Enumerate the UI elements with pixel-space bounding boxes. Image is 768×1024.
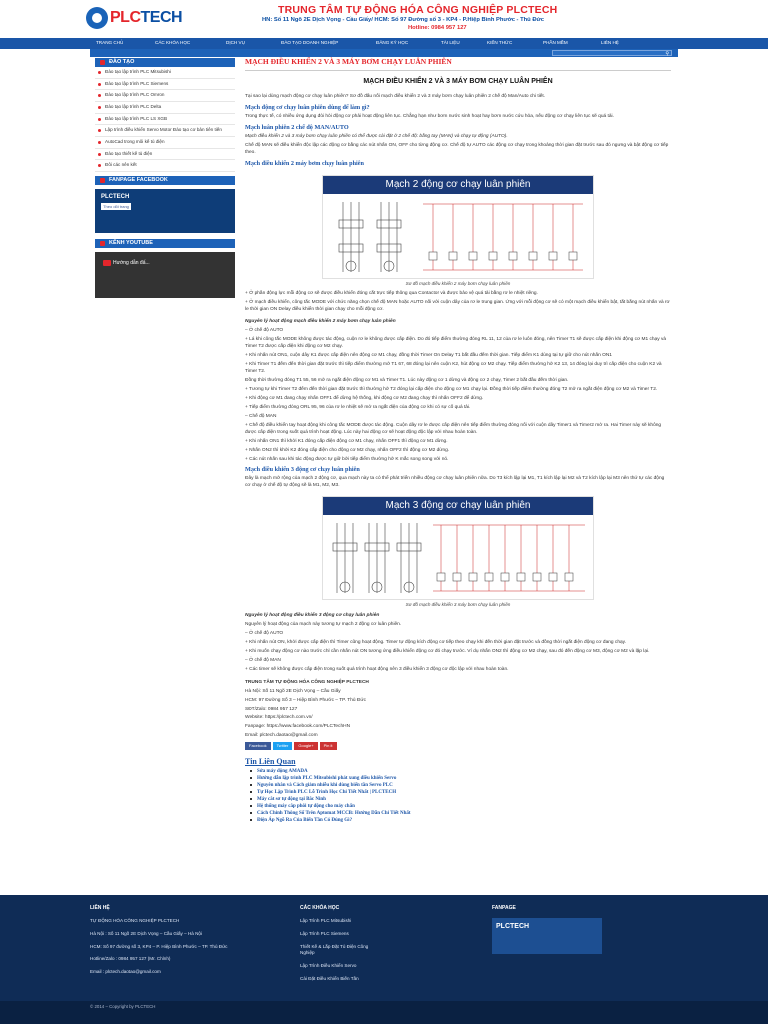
related-link[interactable]: Điện Áp Ngõ Ra Của Biến Tần Có Đúng Gì?	[245, 817, 671, 824]
schematic-icon	[323, 194, 593, 278]
footer-heading: CÁC KHÓA HỌC	[300, 905, 340, 911]
sidebar-item[interactable]: Đào tạo lập trình PLC Omron	[95, 90, 235, 102]
related-link[interactable]: Hướng dẫn lập trình PLC Mitsubishi phát xung điều khiển Servo	[245, 775, 671, 782]
paragraph: + Nhấn ON2 thì khởi K2 đóng cấp điện cho động cơ M2 chạy, nhấn OFF2 thì động cơ M2 dừng.	[245, 447, 450, 453]
fanpage-title: FANPAGE FACEBOOK	[95, 176, 235, 185]
paragraph: + Khi nhấn nút ON, khởi được cấp điện thì Timer cũng hoạt động. Timer tự động kích động cơ tiếp theo chạy khi đến thời gian đặt trước và đồng thời ngắt điện động cơ đang chạy.	[245, 639, 627, 645]
fanpage-brand: PLCTECH	[101, 193, 130, 200]
footer-line: HCM: Số 97 đường số 3, KP4 – P. Hiệp Bình Phước – TP. Thủ Đức	[90, 943, 228, 949]
logo-text: PLCTECH	[110, 9, 183, 26]
gear-logo-icon	[86, 7, 108, 29]
nav-item-docs[interactable]: TÀI LIỆU	[441, 40, 460, 46]
section-heading: Mạch động cơ chạy luân phiên dùng để làm gì?	[245, 103, 370, 111]
paragraph: – Ở chế độ AUTO	[245, 328, 284, 334]
copyright: © 2014 – Copyright by PLCTECH	[0, 1001, 768, 1024]
footer-link[interactable]: Thiết Kế & Lắp Đặt Tủ Điện Công Nghiệp	[300, 943, 369, 956]
section-heading: Mạch luân phiên 2 chế độ MAN/AUTO	[245, 123, 349, 131]
paragraph: Chế độ MAN sẽ điều khiển độc lập các động cơ bằng các nút nhấn ON, OFF cho từng động cơ. Chế độ tự AUTO các động cơ chạy trong khoảng thời gian đặt trước sau đó ngưng và bật động cơ tiếp theo.	[245, 142, 669, 155]
paragraph: + Các timer sẽ không được cấp điện trong suốt quá trình hoạt động nên 3 điều khiển 3 động cơ độc lập với nhau hoàn toàn.	[245, 666, 509, 672]
paragraph: + Khi nhấn ON1 thì khởi K1 đóng cấp điện động cơ M1 chạy, nhấn OFF1 thì động cơ M1 dừng.	[245, 438, 448, 444]
article-heading: MẠCH ĐIỀU KHIỂN 2 VÀ 3 MÁY BƠM CHẠY LUÂN PHIÊN	[363, 77, 553, 85]
contact-block	[245, 680, 671, 741]
contact-fanpage[interactable]: Fanpage: https://www.facebook.com/PLCTechHN	[245, 724, 351, 730]
related-link[interactable]: Tự Học Lập Trình PLC Lỗ Trình Học Chi Tiết Nhất | PLCTECH	[245, 789, 671, 796]
footer-link[interactable]: Cài Đặt Điều Khiển Biến Tần	[300, 975, 359, 981]
paragraph: – Chế độ MAN	[245, 413, 277, 419]
sidebar-item[interactable]: Đào tạo lập trình PLC LS XGB	[95, 114, 235, 126]
section-heading: Mạch điều khiển 2 máy bơm chạy luân phiên	[245, 159, 364, 167]
paragraph: + Khi động cơ M1 đang chạy nhấn OFF1 để dừng hệ thống, khi động cơ M2 đang chạy thì nhấn OFF2 để dừng.	[245, 395, 484, 401]
paragraph: Nguyên lý hoạt động của mạch này tương tự mạch 2 động cơ luân phiên.	[245, 621, 402, 627]
share-pinterest-button[interactable]: Pin it	[320, 742, 337, 750]
paragraph: Mạch điều khiển 2 và 3 máy bơm chạy luân phiên có thể được cài đặt ở 2 chế độ: bằng tay (MAN) và chạy tự động (AUTO).	[245, 133, 508, 139]
contact-email[interactable]: Email: plctech.daotao@gmail.com	[245, 733, 318, 739]
footer-line: TỰ ĐỘNG HÓA CÔNG NGHIỆP PLCTECH	[90, 918, 180, 924]
nav-item-contact[interactable]: LIÊN HỆ	[601, 40, 619, 46]
section-heading: Mạch điều khiển 3 động cơ chạy luân phiên	[245, 466, 360, 474]
paragraph: + Tương tự khi Timer T2 đếm đến thời gian đặt trước thì thường hở T2 đóng lại cấp điện cho động cơ M1 chạy lại. Đồng thời tiếp điểm thường đóng T2 mở ra ngắt điện động cơ M2 và Timer T2.	[245, 386, 658, 392]
circuit-diagram-2-motors	[322, 175, 594, 279]
circuit-diagram-3-motors	[322, 496, 594, 600]
paragraph: Đồng thời thường đóng T1 55, 56 mở ra ngắt điện động cơ M1 và Timer T1. Lúc này động cơ 1 dừng và động cơ 2 chạy, Timer 2 bắt đầu đếm thời gian.	[245, 377, 569, 383]
footer-fanpage	[492, 905, 602, 954]
nav-item-software[interactable]: PHẦN MỀM	[543, 40, 568, 46]
share-google-button[interactable]: Google+	[294, 742, 317, 750]
share-facebook-button[interactable]: Facebook	[245, 742, 271, 750]
related-link[interactable]: Máy cắt sơ tự động tại Bắc Ninh	[245, 796, 671, 803]
paragraph: + Khi nhấn nút ON1, cuộn dây K1 được cấp điện nên động cơ M1 chạy, đồng thời Timer On Delay T1 bắt đầu đếm thời gian. Tiếp điểm K1 dùng tại tự giữ cho nút nhấn ON1	[245, 353, 612, 359]
related-link[interactable]: Nguyên nhân và Cách giảm nhiễu khi dùng biến tần Servo PLC	[245, 782, 671, 789]
sidebar-item[interactable]: Đào tạo lập trình PLC Delta	[95, 102, 235, 114]
logo[interactable]	[86, 6, 182, 29]
related-link[interactable]: Cách Chỉnh Thông Số Trên Aptomat MCCB: Hướng Dẫn Chi Tiết Nhất	[245, 810, 671, 817]
sidebar-item[interactable]: Đào tạo lập trình PLC Mitsubishi	[95, 67, 235, 79]
contact-name: TRUNG TÂM TỰ ĐỘNG HÓA CÔNG NGHIỆP PLCTECH	[245, 679, 369, 685]
follow-button[interactable]: Theo dõi trang	[101, 203, 131, 210]
facebook-widget[interactable]	[95, 189, 235, 233]
sidebar-item[interactable]: Đôi các nên kết	[95, 160, 235, 172]
nav-item-services[interactable]: DỊCH VỤ	[226, 40, 245, 46]
article	[245, 57, 671, 824]
main-nav	[0, 38, 768, 49]
contact-line: Hà Nội: Số 11 Ngõ 2E Dịch Vọng – Cầu Giấy	[245, 688, 341, 694]
search-input[interactable]	[552, 50, 672, 56]
diagram-caption: Sơ đồ mạch điều khiển 3 máy bơm chạy luân phiên	[405, 602, 511, 608]
youtube-video[interactable]	[95, 252, 235, 298]
nav-item-courses[interactable]: CÁC KHÓA HỌC	[155, 40, 191, 46]
contact-line: HCM: 97 Đường Số 3 – Hiệp Bình Phước – TP. Thủ Đức	[245, 697, 366, 703]
diagram-title: Mạch 2 động cơ chạy luân phiên	[323, 176, 593, 194]
sidebar	[95, 58, 235, 298]
related-link[interactable]: Hệ thống máy cắp phôi tự động cho máy chấn	[245, 803, 671, 810]
schematic-icon	[323, 515, 593, 599]
paragraph: – Ở chế độ AUTO	[245, 630, 284, 636]
site-footer	[0, 895, 768, 1001]
paragraph: + Khi Timer T1 đếm đến thời gian đặt trước thì tiếp điểm thường mở T1 67, 68 đóng lại nên cuộn K2, hút động cơ M2 chạy. Tiếp điểm thường hở K2 13, 14 đóng lại duy trì cấp điện cho cuộn K2 và Timer T2.	[245, 362, 662, 374]
paragraph: + Lá khi công tắc MODE không được tác động, cuộn rơ le không được cấp điện. Do đó tiếp điểm thường đóng RL 11, 12 của rơ le luôn đóng, nên Timer T1 sẽ được cấp điện khi động cơ M1 chạy và Timer T2 được cấp điện khi động cơ M2 chạy.	[245, 337, 667, 350]
footer-link[interactable]: Lập Trình PLC Mitsubishi	[300, 918, 352, 924]
paragraph: Đây là mạch mở rộng của mạch 2 động cơ, qua mạch này ta có thể phát triển nhiều động cơ chạy luân phiên nữa. Do T3 kích lập lại M1, T1 kích lập lại M2 và T2 kích lập lại M3 nên thứ tự các động cơ chạy ở chế độ tự động sẽ là M1, M2, M3.	[245, 476, 665, 489]
nav-item-knowledge[interactable]: KIẾN THỨC	[487, 40, 513, 46]
contact-line: SĐT/Zalo: 0984 957 127	[245, 706, 298, 712]
nav-item-home[interactable]: TRANG CHỦ	[96, 40, 124, 46]
share-twitter-button[interactable]: Twitter	[273, 742, 293, 750]
site-hotline: Hotline: 0984 957 127	[408, 25, 467, 31]
sidebar-item[interactable]: Đào tạo thiết kế tủ điện	[95, 149, 235, 161]
play-icon[interactable]	[103, 260, 111, 266]
footer-fanpage-widget[interactable]: PLCTECH	[492, 918, 602, 954]
search-bar	[90, 49, 678, 57]
paragraph: + Các nút nhấn sau khi tác động được tự giữ bởi tiếp điểm thường hở K mắc song song với nó.	[245, 456, 449, 462]
share-buttons	[245, 742, 671, 750]
paragraph: + Tiếp điểm thường đóng ORL 95, 96 của rơ le nhiệt sẽ mở ra ngắt điện của động cơ khi có sự cố quá tải.	[245, 404, 471, 410]
paragraph: + Khi muốn chạy động cơ nào trước chỉ cần nhấn nút ON tương ứng điều khiển động cơ đó chạy trước. Ví dụ nhấn ON2 thì động cơ M2 chạy, sau đó đến động cơ M3, động cơ M2 và lặp lại.	[245, 648, 650, 654]
footer-courses	[300, 905, 380, 988]
sidebar-title: ĐÀO TẠO	[95, 58, 235, 67]
footer-contact	[90, 905, 280, 982]
youtube-title: KÊNH YOUTUBE	[95, 239, 235, 248]
sidebar-item[interactable]: Lập trình điều khiển Servo Motor Đào tạo cơ bản tiên tiến	[95, 125, 235, 137]
related-title: Tin Liên Quan	[245, 757, 296, 767]
subsection-heading: Nguyên lý hoạt động điều khiển 3 động cơ chạy luân phiên	[245, 613, 380, 618]
site-title: TRUNG TÂM TỰ ĐỘNG HÓA CÔNG NGHIỆP PLCTECH	[278, 4, 558, 16]
nav-item-enterprise[interactable]: ĐÀO TẠO DOANH NGHIỆP	[281, 40, 339, 46]
nav-item-register[interactable]: ĐĂNG KÝ HỌC	[376, 40, 409, 46]
footer-line: Hà Nội : Số 11 Ngõ 2E Dịch Vọng – Cầu Giấy – Hà Nội	[90, 930, 203, 936]
article-title: MẠCH ĐIỀU KHIỂN 2 VÀ 3 MÁY BƠM CHẠY LUÂN PHIÊN	[245, 57, 671, 71]
paragraph: + Ở mạch điều khiển, công tắc MODE với chức năng chọn chế độ MAN hoặc AUTO nối với cuộn dây của rơ le trung gian. Ứng với mỗi động cơ sẽ có một mạch điều khiển bật, tắt bằng nút nhấn và rơ le thời gian ON Delay điều khiển thời gian chạy cho mỗi động cơ.	[245, 300, 670, 313]
footer-line: Hotline/Zalo : 0984 957 127 (Mr. Chỉnh)	[90, 956, 171, 962]
search-icon[interactable]: ⚲	[665, 51, 669, 57]
paragraph: + Ở phần động lực mỗi động cơ sẽ được điều khiển đóng cắt trực tiếp thông qua Contactor và được bảo vệ quá tải bằng rơ le nhiệt riêng.	[245, 291, 538, 297]
diagram-caption: Sơ đồ mạch điều khiển 2 máy bơm chạy luân phiên	[405, 280, 511, 286]
paragraph: Tại sao lại dùng mạch động cơ chạy luân phiên? Sơ đồ đấu nối mạch điều khiển 2 và 3 máy bơm chạy luân phiên 2 chế độ Man/Auto chi tiết.	[245, 94, 546, 100]
contact-website[interactable]: Website: https://plctech.com.vn/	[245, 715, 313, 721]
footer-link[interactable]: Lập Trình PLC Siemens	[300, 930, 349, 936]
paragraph: + Chế độ điều khiển tay hoạt động khi công tắc MODE được tác động. Cuộn dây rơ le được cấp điện nên tiếp điểm thường đóng nối với cuộn dây Timer1 và Timer2 mở ra. Hai Timer này sẽ không được cấp điện trong suốt quá trình hoạt động. Lúc này hai động cơ sẽ hoạt động độc lập với nhau hoàn toàn.	[245, 422, 662, 435]
diagram-title: Mạch 3 động cơ chạy luân phiên	[323, 497, 593, 515]
video-title: Hướng dẫn đấ...	[113, 259, 150, 266]
paragraph: – Ở chế độ MAN	[245, 657, 281, 663]
footer-heading: FANPAGE	[492, 905, 516, 911]
footer-line: Email : plctech.daotao@gmail.com	[90, 968, 161, 974]
subsection-heading: Nguyên lý hoạt động mạch điều khiển 2 máy bơm chạy luân phiên	[245, 319, 396, 325]
paragraph: Trong thực tế, có nhiều ứng dụng đòi hỏi động cơ phải hoạt động liên tục. Chẳng hạn như bơm nước sinh hoạt hay bơm nước cứu hỏa, nếu động cơ chạy liên tục sẽ quá tải.	[245, 113, 614, 119]
related-link[interactable]: Sửa máy động AMADA	[245, 768, 671, 775]
footer-heading: LIÊN HỆ	[90, 905, 110, 911]
site-address: HN: Số 11 Ngõ 2E Dịch Vọng - Cầu Giấy/ HCM: Số 97 Đường số 3 - KP4 - P.Hiệp Bình Phước - Thủ Đức	[262, 17, 544, 23]
footer-link[interactable]: Lập Trình Điều Khiển Servo	[300, 962, 357, 968]
sidebar-item[interactable]: Đào tạo lập trình PLC Siemens	[95, 79, 235, 91]
site-header	[0, 0, 768, 36]
sidebar-item[interactable]: AutoCad trong môi kế tủ điện	[95, 137, 235, 149]
